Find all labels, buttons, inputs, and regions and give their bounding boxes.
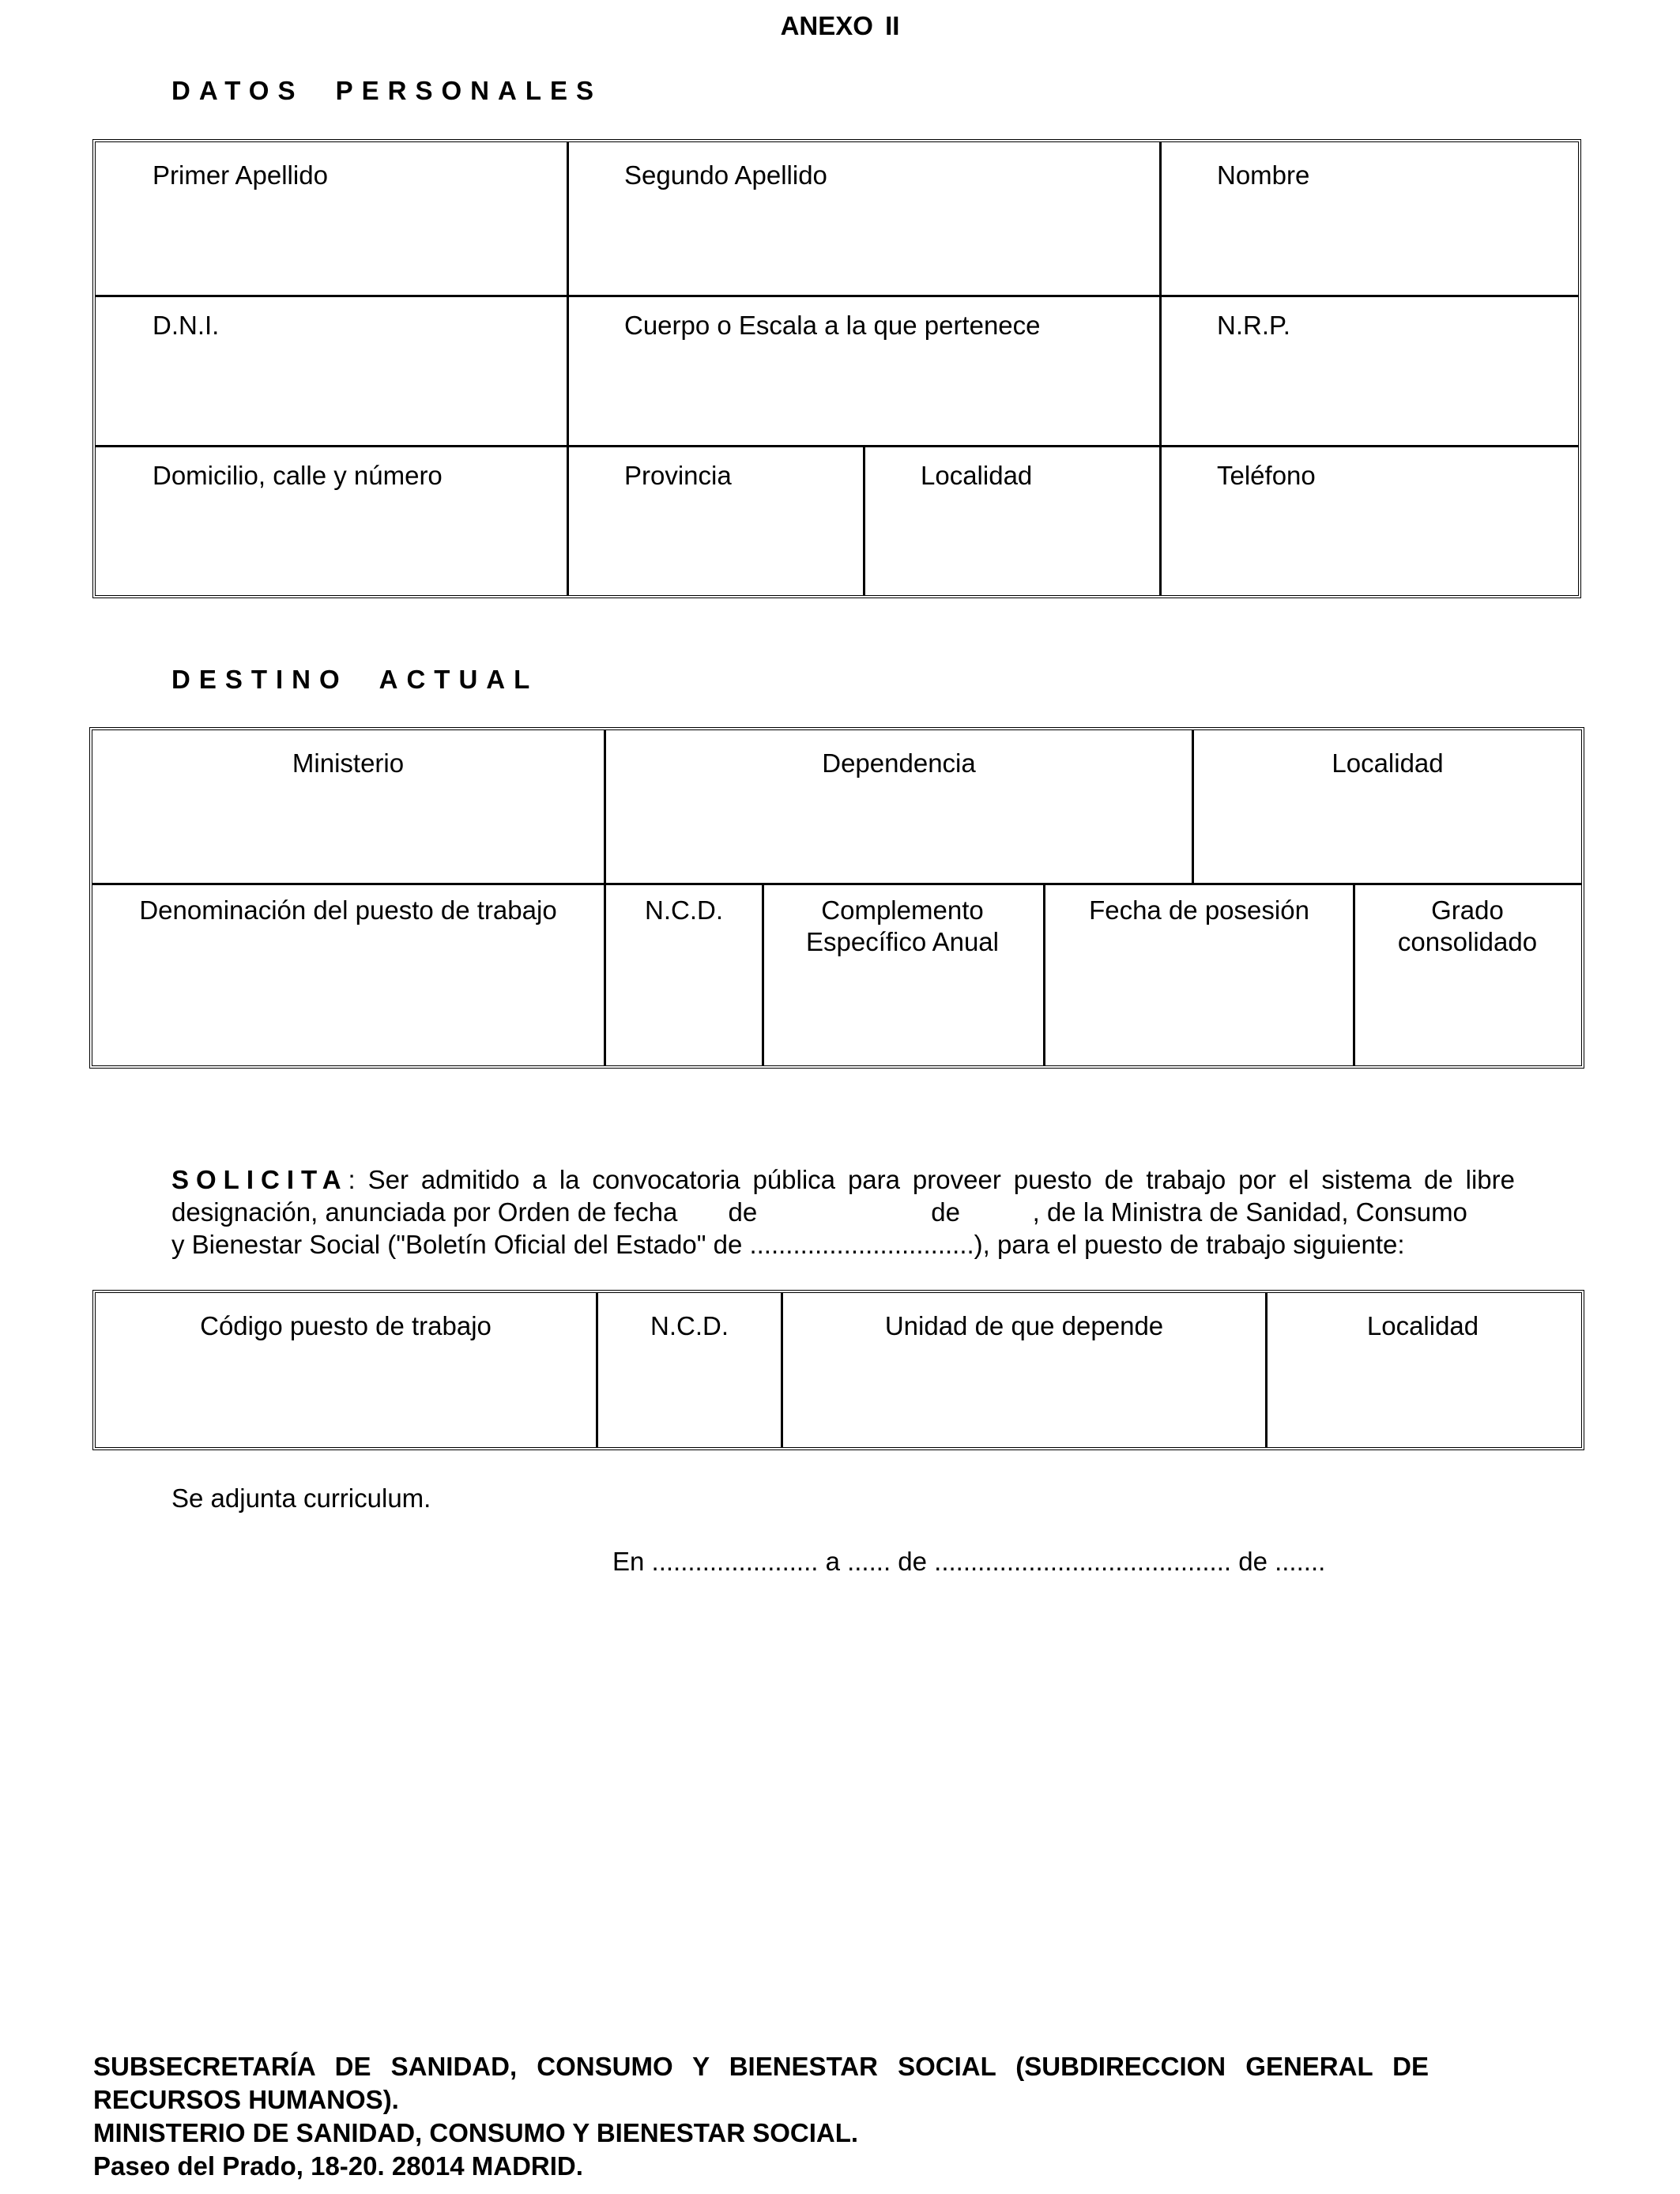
- field-label-fecha-posesion: Fecha de posesión: [1089, 895, 1309, 925]
- field-label-localidad-solicitado: Localidad: [1366, 1311, 1479, 1340]
- field-label-nombre: Nombre: [1217, 160, 1310, 190]
- field-label-nrp: N.R.P.: [1217, 311, 1290, 340]
- solicita-line-2: designación, anunciada por Orden de fecha de de , de la Ministra de Sanidad, Consumo: [171, 1197, 1467, 1227]
- footer-line-4: Paseo del Prado, 18-20. 28014 MADRID.: [93, 2151, 583, 2181]
- field-label-telefono: Teléfono: [1217, 461, 1316, 490]
- field-label-provincia: Provincia: [624, 461, 732, 490]
- puesto-solicitado-table: [92, 1290, 1584, 1450]
- section-title-datos-personales: DATOS PERSONALES: [171, 76, 602, 105]
- fecha-lugar-line: En ....................... a ...... de ......................................... de .......: [612, 1547, 1326, 1576]
- field-label-primer-apellido: Primer Apellido: [153, 160, 328, 190]
- field-label-segundo-apellido: Segundo Apellido: [624, 160, 827, 190]
- adjunta-curriculum-text: Se adjunta curriculum.: [171, 1483, 431, 1513]
- field-label-localidad: Localidad: [921, 461, 1033, 490]
- field-label-denominacion-puesto: Denominación del puesto de trabajo: [139, 895, 557, 925]
- field-label-grado-consolidado: Grado consolidado: [1397, 895, 1538, 956]
- solicita-line-3: y Bienestar Social ("Boletín Oficial del Estado" de ...............................), para el puesto de trabajo siguiente:: [171, 1230, 1405, 1259]
- field-label-localidad-destino: Localidad: [1332, 748, 1444, 778]
- solicita-line-1-text: : Ser admitido a la convocatoria pública para proveer puesto de trabajo por el sistema de libre: [348, 1165, 1515, 1194]
- field-label-cuerpo-escala: Cuerpo o Escala a la que pertenece: [624, 311, 1041, 340]
- field-label-ministerio: Ministerio: [292, 748, 405, 778]
- destino-actual-table: [89, 727, 1584, 1069]
- personal-data-table: [92, 139, 1581, 598]
- field-label-domicilio: Domicilio, calle y número: [153, 461, 443, 490]
- solicita-line-1: [171, 1163, 1515, 1196]
- footer-line-3: MINISTERIO DE SANIDAD, CONSUMO Y BIENESTAR SOCIAL.: [93, 2118, 859, 2147]
- field-label-ncd: N.C.D.: [645, 895, 723, 925]
- footer-address-block: [93, 2050, 1437, 2183]
- field-label-complemento-especifico: Complemento Específico Anual: [806, 895, 999, 956]
- field-label-codigo-puesto: Código puesto de trabajo: [200, 1311, 492, 1340]
- field-label-ncd-solicitado: N.C.D.: [650, 1311, 729, 1340]
- footer-line-2: RECURSOS HUMANOS).: [93, 2085, 399, 2114]
- footer-line-1: SUBSECRETARÍA DE SANIDAD, CONSUMO Y BIENESTAR SOCIAL (SUBDIRECCION GENERAL DE: [93, 2052, 1429, 2081]
- solicita-lead: SOLICITA: [171, 1165, 348, 1194]
- section-title-destino-actual: DESTINO ACTUAL: [171, 665, 539, 694]
- field-label-unidad-depende: Unidad de que depende: [884, 1311, 1164, 1340]
- solicita-paragraph: [171, 1163, 1515, 1261]
- field-label-dependencia: Dependencia: [822, 748, 976, 778]
- field-label-dni: D.N.I.: [153, 311, 220, 340]
- page-title: ANEXO II: [780, 11, 900, 40]
